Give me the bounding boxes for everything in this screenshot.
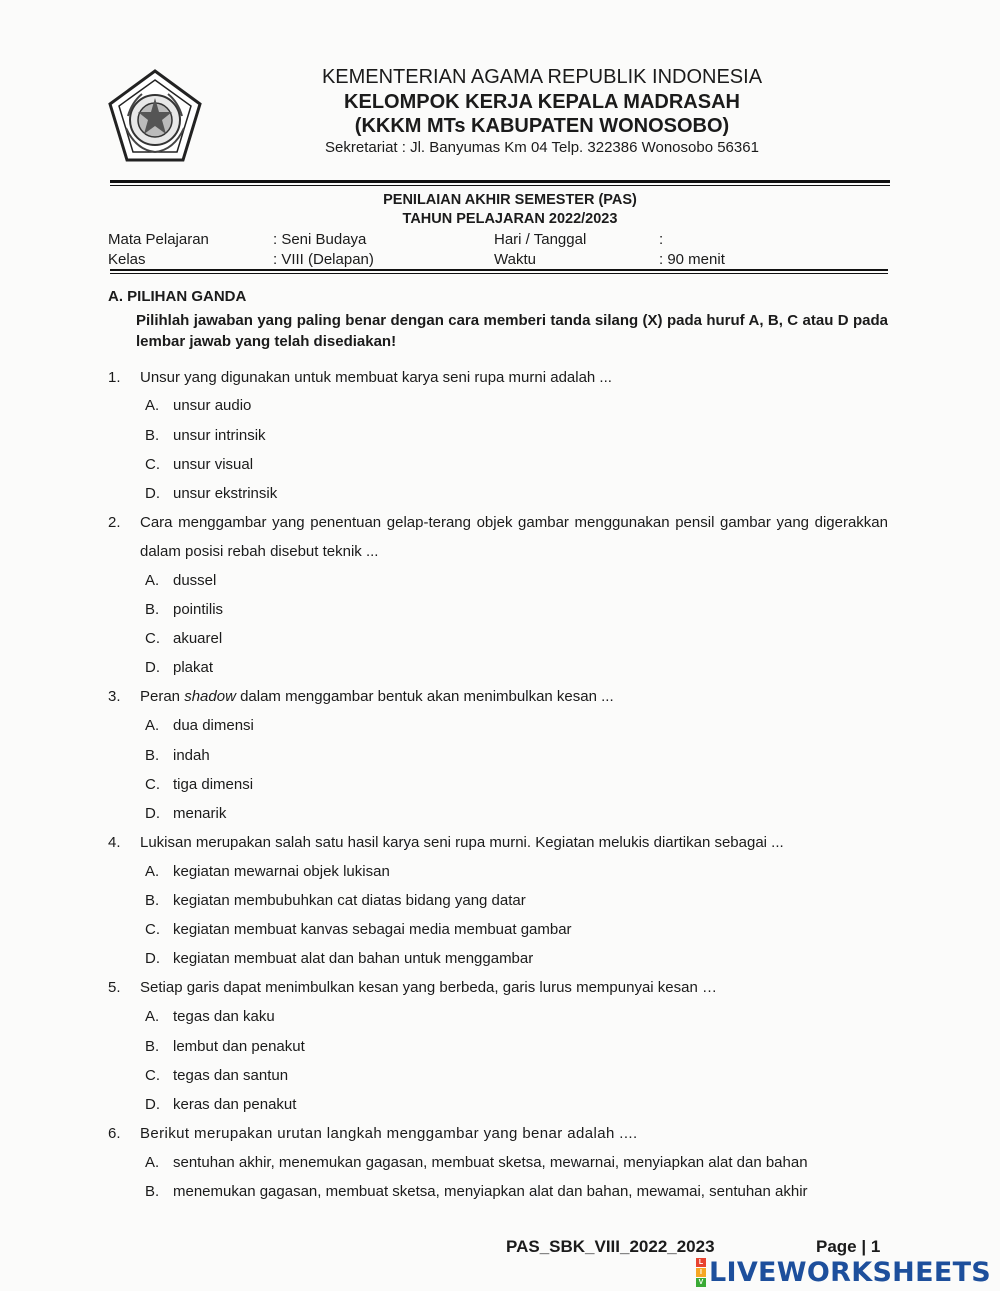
option-text: sentuhan akhir, menemukan gagasan, membuat sketsa, mewarnai, menyiapkan alat dan bahan [173,1154,808,1171]
option-text: akuarel [173,630,223,647]
option-letter: A. [145,1008,160,1025]
option-text: tiga dimensi [173,776,254,793]
liveworksheets-squares [696,1258,706,1287]
document-code: PAS_SBK_VIII_2022_2023 [506,1237,715,1256]
secretariat-address: Sekretariat : Jl. Banyumas Km 04 Telp. 322386 Wonosobo 56361 [325,139,759,156]
time-label: Waktu [494,251,536,268]
option-letter: B. [145,601,160,618]
subject-label: Mata Pelajaran [108,231,209,248]
option-letter: B. [145,427,160,444]
option-text: lembut dan penakut [173,1038,305,1055]
section-instruction: Pilihlah jawaban yang paling benar dengan cara memberi tanda silang (X) pada huruf A, B, C atau D pada lembar jawab yang telah disediakan! [136,312,888,350]
question-number: 4. [108,834,121,851]
question-number: 2. [108,514,121,531]
option-letter: A. [145,717,160,734]
option-letter: C. [145,456,160,473]
ministry-name: KEMENTERIAN AGAMA REPUBLIK INDONESIA [321,66,763,88]
option-letter: B. [145,1038,160,1055]
option-letter: D. [145,485,160,502]
question-text: Cara menggambar yang penentuan gelap-terang objek gambar menggunakan pensil gambar yang digerakkan dalam posisi rebah disebut teknik ... [140,514,888,560]
option-text: menemukan gagasan, membuat sketsa, menyiapkan alat dan bahan, mewamai, sentuhan akhir [173,1183,808,1200]
option-letter: C. [145,1067,160,1084]
meta-divider-thick [110,269,888,271]
option-text: tegas dan santun [173,1067,289,1084]
option-letter: A. [145,572,160,589]
question-number: 3. [108,688,121,705]
option-letter: B. [145,1183,160,1200]
option-letter: D. [145,659,160,676]
option-letter: D. [145,950,160,967]
option-text: tegas dan kaku [173,1008,275,1025]
exam-title: PENILAIAN AKHIR SEMESTER (PAS) [383,192,637,208]
question-text [140,688,614,705]
option-text: dua dimensi [173,717,254,734]
option-letter: D. [145,1096,160,1113]
exam-year: TAHUN PELAJARAN 2022/2023 [402,211,618,227]
option-letter: C. [145,921,160,938]
logo-square-l: L [696,1258,706,1267]
page-number: Page | 1 [816,1237,881,1256]
liveworksheets-logo[interactable] [696,1256,991,1288]
option-letter: A. [145,397,160,414]
question-text: Unsur yang digunakan untuk membuat karya seni rupa murni adalah ... [140,369,612,386]
class-value: : VIII (Delapan) [273,251,374,268]
option-text: plakat [173,659,214,676]
organization-subname: (KKKM MTs KABUPATEN WONOSOBO) [354,115,730,137]
ministry-emblem [106,68,204,164]
header-divider-thin [110,185,890,186]
option-letter: B. [145,892,160,909]
question-number: 5. [108,979,121,996]
day-label: Hari / Tanggal [494,231,587,248]
meta-divider-thin [110,273,888,274]
option-letter: D. [145,805,160,822]
option-letter: C. [145,630,160,647]
question-text-italic: shadow [184,688,236,705]
question-number: 6. [108,1125,121,1142]
header-divider-thick [110,180,890,183]
option-text: pointilis [173,601,224,618]
day-value: : [659,231,664,248]
question-text: Lukisan merupakan salah satu hasil karya seni rupa murni. Kegiatan melukis diartikan sebagai ... [140,834,784,851]
option-letter: A. [145,863,160,880]
section-title: A. PILIHAN GANDA [108,288,247,305]
time-value: : 90 menit [659,251,725,268]
logo-square-v: V [696,1278,706,1287]
option-text: kegiatan membuat alat dan bahan untuk menggambar [173,950,534,967]
organization-name: KELOMPOK KERJA KEPALA MADRASAH [344,91,740,113]
option-text: unsur visual [173,456,254,473]
option-text: unsur ekstrinsik [173,485,278,502]
option-text: keras dan penakut [173,1096,297,1113]
option-text: unsur audio [173,397,252,414]
option-text: unsur intrinsik [173,427,266,444]
option-letter: C. [145,776,160,793]
liveworksheets-text: LIVEWORKSHEETS [709,1256,992,1288]
class-label: Kelas [108,251,146,268]
option-text: kegiatan membubuhkan cat diatas bidang yang datar [173,892,526,909]
subject-value: : Seni Budaya [273,231,367,248]
option-letter: A. [145,1154,160,1171]
option-text: kegiatan mewarnai objek lukisan [173,863,390,880]
question-text-after: dalam menggambar bentuk akan menimbulkan kesan ... [235,688,614,705]
question-text: Setiap garis dapat menimbulkan kesan yang berbeda, garis lurus mempunyai kesan … [140,979,717,996]
question-text-before: Peran [140,688,185,705]
option-letter: B. [145,747,160,764]
question-text: Berikut merupakan urutan langkah menggambar yang benar adalah .... [140,1125,638,1142]
option-text: indah [173,747,210,764]
option-text: kegiatan membuat kanvas sebagai media membuat gambar [173,921,572,938]
option-text: dussel [173,572,217,589]
option-text: menarik [173,805,227,822]
question-number: 1. [108,369,121,386]
logo-square-i: I [696,1268,706,1277]
